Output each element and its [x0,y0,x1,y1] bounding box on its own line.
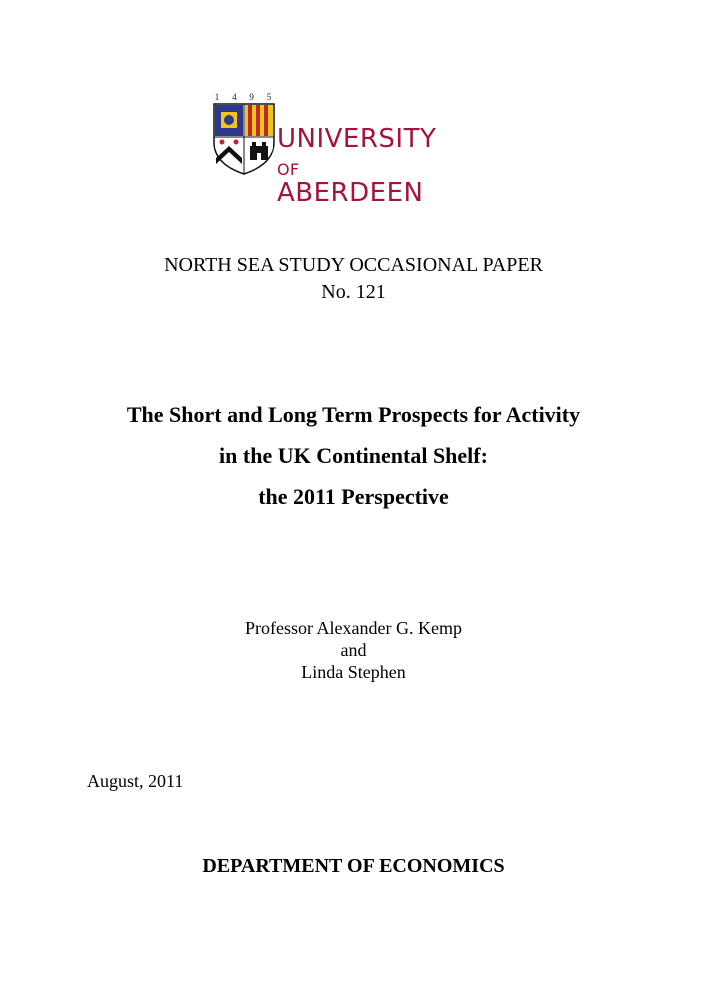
series-name: NORTH SEA STUDY OCCASIONAL PAPER [164,254,543,276]
paper-series [0,252,707,306]
publication-date: August, 2011 [87,771,184,791]
title-line-3: the 2011 Perspective [258,484,449,509]
year-digit: 4 [232,92,237,102]
year-digit: 1 [214,92,220,102]
founding-year [212,92,274,102]
title-line-1: The Short and Long Term Prospects for Activity [126,402,581,427]
university-name-line1: UNIVERSITY [277,124,437,154]
paper-title [0,394,707,517]
title-line-2: in the UK Continental Shelf: [219,443,488,468]
university-logo [212,92,452,208]
author-2: Linda Stephen [301,662,406,682]
university-name-aberdeen: ABERDEEN [277,178,424,208]
department-name: DEPARTMENT OF ECONOMICS [202,855,505,877]
authors-block [0,617,707,683]
series-number: No. 121 [321,281,386,303]
year-digit: 9 [249,92,254,102]
university-name [277,126,452,206]
university-name-of: OF [277,160,300,179]
university-name-line2 [277,154,452,206]
author-1: Professor Alexander G. Kemp [245,618,462,638]
author-conjunction: and [340,640,367,660]
crest-icon [212,102,276,176]
year-digit: 5 [266,92,272,102]
